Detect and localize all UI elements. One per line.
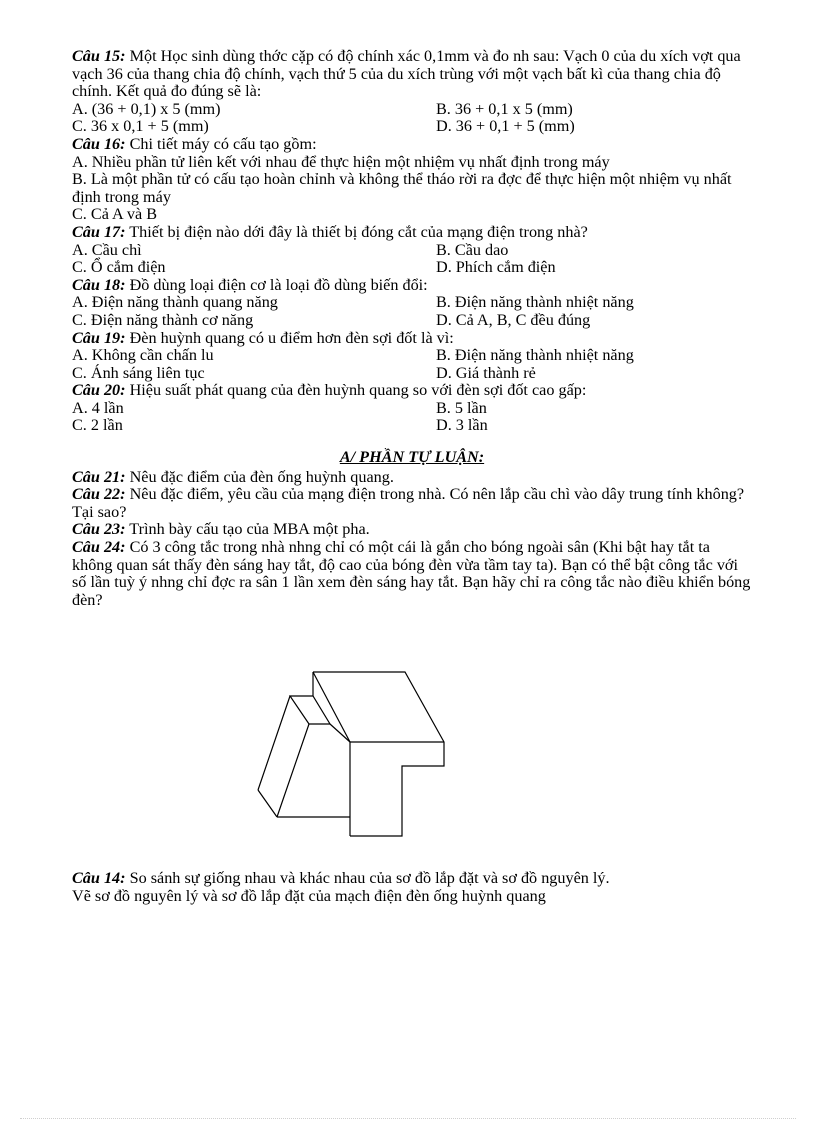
question-text: Một Học sinh dùng thớc cặp có độ chính xác 0,1mm và đo nh sau: Vạch 0 của du xích vợt qua vạch 36 của thang chia độ chính, vạch thứ 5 của du xích trùng với một vạch bất kì của thang chia độ chính. Kết quả đo đúng sẽ là: (72, 47, 741, 101)
option-b: B. Cầu dao (436, 240, 509, 259)
option-d: D. 36 + 0,1 + 5 (mm) (436, 117, 575, 136)
question-text: Chi tiết máy có cấu tạo gồm: (129, 134, 317, 153)
option-c: C. Ổ cắm điện (72, 258, 166, 277)
question-label: Câu 19: (72, 328, 126, 347)
question-label: Câu 17: (72, 222, 126, 241)
option-a: A. Cầu chì (72, 240, 142, 259)
option-d: D. Giá thành rẻ (436, 363, 536, 382)
question-label: Câu 21: (72, 467, 126, 486)
option-b: B. 5 lần (436, 398, 487, 417)
option-a: A. (36 + 0,1) x 5 (mm) (72, 99, 221, 118)
question-label: Câu 14: (72, 869, 126, 887)
question-text-line2: Vẽ sơ đồ nguyên lý và sơ đồ lắp đặt của mạch điện đèn ống huỳnh quang (72, 886, 546, 905)
question-label: Câu 20: (72, 381, 126, 400)
question-label: Câu 22: (72, 485, 126, 504)
option-c: C. Ánh sáng liên tục (72, 363, 205, 382)
section-heading: A/ PHẦN TỰ LUẬN: (339, 448, 485, 467)
question-text: Nêu đặc điểm, yêu cầu của mạng điện trong nhà. Có nên lắp cầu chì vào dây trung tính không? Tại sao? (72, 485, 745, 521)
option-d: D. Cả A, B, C đều đúng (436, 310, 591, 329)
option-a: A. 4 lần (72, 398, 124, 417)
option-c: C. Điện năng thành cơ năng (72, 310, 254, 329)
question-text: Có 3 công tắc trong nhà nhng chỉ có một cái là gắn cho bóng ngoài sân (Khi bật hay tắt ta không quan sát thấy đèn sáng hay tắt, độ cao của bóng đèn vừa tầm tay ta). Bạn có thể bật công tắc với số lần tuỳ ý nhng chỉ đợc ra sân 1 lần xem đèn sáng hay tắt. Bạn hãy chỉ ra công tắc nào điều khiển bóng đèn? (72, 538, 751, 609)
option-b: B. Là một phần tử có cấu tạo hoàn chỉnh và không thể tháo rời ra đợc để thực hiện một nhiệm vụ nhất định trong máy (72, 170, 732, 206)
option-a: A. Điện năng thành quang năng (72, 293, 278, 312)
option-a: A. Nhiều phần tử liên kết với nhau để thực hiện một nhiệm vụ nhất định trong máy (72, 152, 610, 171)
question-label: Câu 15: (72, 47, 126, 65)
question-label: Câu 18: (72, 275, 126, 294)
question-text: Hiệu suất phát quang của đèn huỳnh quang so với đèn sợi đốt cao gấp: (129, 381, 587, 400)
question-text: Thiết bị điện nào dới đây là thiết bị đóng cắt của mạng điện trong nhà? (129, 222, 588, 241)
option-d: D. 3 lần (436, 416, 488, 435)
question-label: Câu 23: (72, 520, 126, 539)
question-label: Câu 24: (72, 538, 126, 557)
option-c: C. Cả A và B (72, 205, 157, 224)
page-divider (20, 1118, 796, 1119)
question-text: Đèn huỳnh quang có u điểm hơn đèn sợi đốt là vì: (129, 328, 454, 347)
option-b: B. Điện năng thành nhiệt năng (436, 346, 634, 365)
question-text: So sánh sự giống nhau và khác nhau của sơ đồ lắp đặt và sơ đồ nguyên lý. (129, 869, 610, 887)
question-text: Nêu đặc điểm của đèn ống huỳnh quang. (129, 467, 394, 486)
option-d: D. Phích cắm điện (436, 258, 556, 277)
question-14 (72, 870, 752, 905)
option-b: B. Điện năng thành nhiệt năng (436, 293, 634, 312)
question-text: Đồ dùng loại điện cơ là loại đồ dùng biến đổi: (129, 275, 428, 294)
option-c: C. 2 lần (72, 416, 123, 435)
option-a: A. Không cần chấn lu (72, 346, 214, 365)
question-text: Trình bày cấu tạo của MBA một pha. (129, 520, 370, 539)
option-c: C. 36 x 0,1 + 5 (mm) (72, 117, 209, 136)
option-b: B. 36 + 0,1 x 5 (mm) (436, 99, 573, 118)
question-label: Câu 16: (72, 134, 126, 153)
